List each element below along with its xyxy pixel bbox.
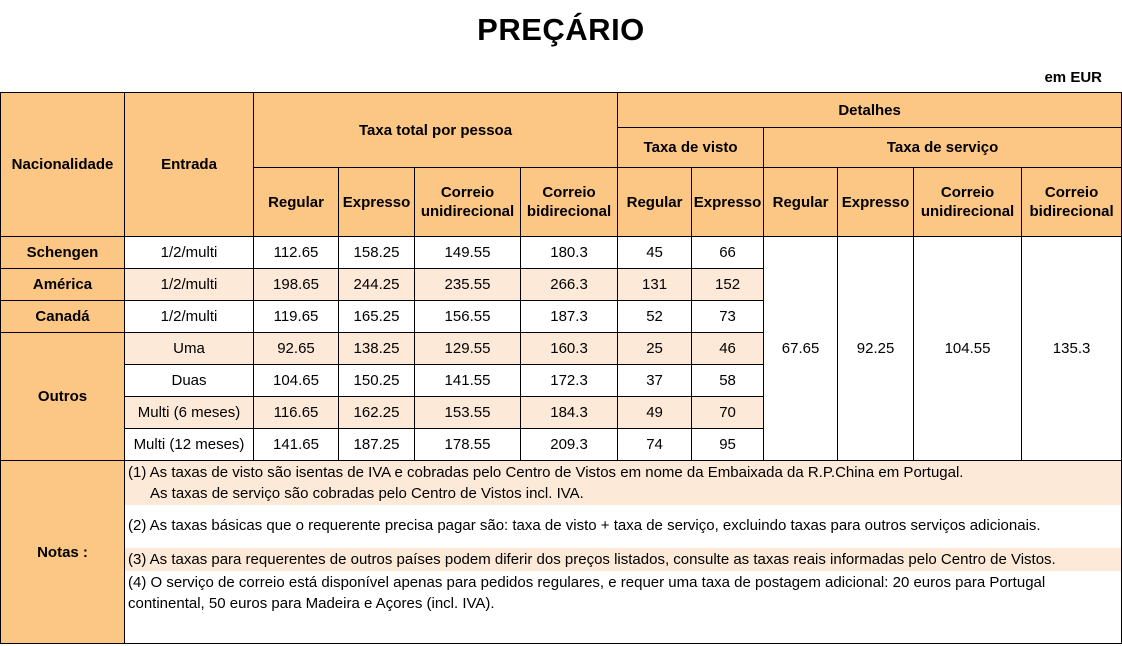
entrada-cell: Uma: [125, 333, 254, 365]
notes-label: Notas :: [1, 461, 125, 644]
visto-regular-cell: 74: [618, 429, 692, 461]
header-visto-regular: Regular: [618, 168, 692, 237]
header-servico-correio-bi: Correio bidirecional: [1022, 168, 1122, 237]
visto-expresso-cell: 58: [692, 365, 764, 397]
entrada-cell: Multi (6 meses): [125, 397, 254, 429]
visto-expresso-cell: 46: [692, 333, 764, 365]
total-correio-bi-cell: 184.3: [521, 397, 618, 429]
nationality-cell: América: [1, 269, 125, 301]
visto-regular-cell: 131: [618, 269, 692, 301]
header-taxa-servico: Taxa de serviço: [764, 128, 1122, 168]
header-servico-regular: Regular: [764, 168, 838, 237]
nationality-cell: Canadá: [1, 301, 125, 333]
total-regular-cell: 141.65: [254, 429, 339, 461]
total-expresso-cell: 138.25: [339, 333, 415, 365]
total-expresso-cell: 158.25: [339, 237, 415, 269]
visto-regular-cell: 52: [618, 301, 692, 333]
header-servico-expresso: Expresso: [838, 168, 914, 237]
total-correio-uni-cell: 149.55: [415, 237, 521, 269]
entrada-cell: Duas: [125, 365, 254, 397]
header-nacionalidade: Nacionalidade: [1, 93, 125, 237]
price-table: [0, 92, 1122, 644]
total-expresso-cell: 165.25: [339, 301, 415, 333]
total-correio-uni-cell: 141.55: [415, 365, 521, 397]
entrada-cell: 1/2/multi: [125, 269, 254, 301]
notes-cell: [125, 461, 1122, 644]
header-taxa-total: Taxa total por pessoa: [254, 93, 618, 168]
total-regular-cell: 116.65: [254, 397, 339, 429]
total-regular-cell: 104.65: [254, 365, 339, 397]
total-correio-bi-cell: 266.3: [521, 269, 618, 301]
entrada-cell: Multi (12 meses): [125, 429, 254, 461]
header-total-correio-uni: Correio unidirecional: [415, 168, 521, 237]
total-correio-bi-cell: 180.3: [521, 237, 618, 269]
total-correio-uni-cell: 153.55: [415, 397, 521, 429]
note-4: (4) O serviço de correio está disponível apenas para pedidos regulares, e requer uma taxa de postagem adicional: 20 euros para Portugal continental, 50 euros para Madeira e Açores (incl. IVA).: [125, 571, 1121, 615]
visto-expresso-cell: 95: [692, 429, 764, 461]
header-visto-expresso: Expresso: [692, 168, 764, 237]
currency-label: em EUR: [1044, 69, 1102, 86]
header-total-correio-bi: Correio bidirecional: [521, 168, 618, 237]
visto-expresso-cell: 70: [692, 397, 764, 429]
visto-regular-cell: 45: [618, 237, 692, 269]
total-regular-cell: 92.65: [254, 333, 339, 365]
servico-correio-uni-cell: 104.55: [914, 237, 1022, 461]
header-total-expresso: Expresso: [339, 168, 415, 237]
total-regular-cell: 119.65: [254, 301, 339, 333]
total-correio-bi-cell: 172.3: [521, 365, 618, 397]
header-total-regular: Regular: [254, 168, 339, 237]
visto-regular-cell: 49: [618, 397, 692, 429]
total-expresso-cell: 187.25: [339, 429, 415, 461]
visto-expresso-cell: 152: [692, 269, 764, 301]
visto-expresso-cell: 66: [692, 237, 764, 269]
nationality-cell: Outros: [1, 333, 125, 461]
nationality-cell: Schengen: [1, 237, 125, 269]
total-correio-uni-cell: 235.55: [415, 269, 521, 301]
total-correio-bi-cell: 187.3: [521, 301, 618, 333]
total-correio-uni-cell: 178.55: [415, 429, 521, 461]
total-correio-uni-cell: 129.55: [415, 333, 521, 365]
total-expresso-cell: 244.25: [339, 269, 415, 301]
total-correio-uni-cell: 156.55: [415, 301, 521, 333]
total-regular-cell: 112.65: [254, 237, 339, 269]
header-detalhes: Detalhes: [618, 93, 1122, 128]
note-3: (3) As taxas para requerentes de outros países podem diferir dos preços listados, consulte as taxas reais informadas pelo Centro de Vistos.: [125, 548, 1121, 571]
entrada-cell: 1/2/multi: [125, 301, 254, 333]
visto-expresso-cell: 73: [692, 301, 764, 333]
total-expresso-cell: 162.25: [339, 397, 415, 429]
total-correio-bi-cell: 160.3: [521, 333, 618, 365]
table-row: [1, 237, 1122, 269]
visto-regular-cell: 37: [618, 365, 692, 397]
total-regular-cell: 198.65: [254, 269, 339, 301]
note-1: (1) As taxas de visto são isentas de IVA e cobradas pelo Centro de Vistos em nome da Embaixada da R.P.China em Portugal. As taxas de serviço são cobradas pelo Centro de Vistos incl. IVA.: [125, 461, 1121, 505]
header-entrada: Entrada: [125, 93, 254, 237]
total-correio-bi-cell: 209.3: [521, 429, 618, 461]
entrada-cell: 1/2/multi: [125, 237, 254, 269]
header-taxa-visto: Taxa de visto: [618, 128, 764, 168]
note-2: (2) As taxas básicas que o requerente precisa pagar são: taxa de visto + taxa de serviço, excluindo taxas para outros serviços adicionais.: [125, 505, 1121, 548]
servico-expresso-cell: 92.25: [838, 237, 914, 461]
total-expresso-cell: 150.25: [339, 365, 415, 397]
page-title: PREÇÁRIO: [477, 12, 645, 47]
servico-correio-bi-cell: 135.3: [1022, 237, 1122, 461]
visto-regular-cell: 25: [618, 333, 692, 365]
header-servico-correio-uni: Correio unidirecional: [914, 168, 1022, 237]
servico-regular-cell: 67.65: [764, 237, 838, 461]
